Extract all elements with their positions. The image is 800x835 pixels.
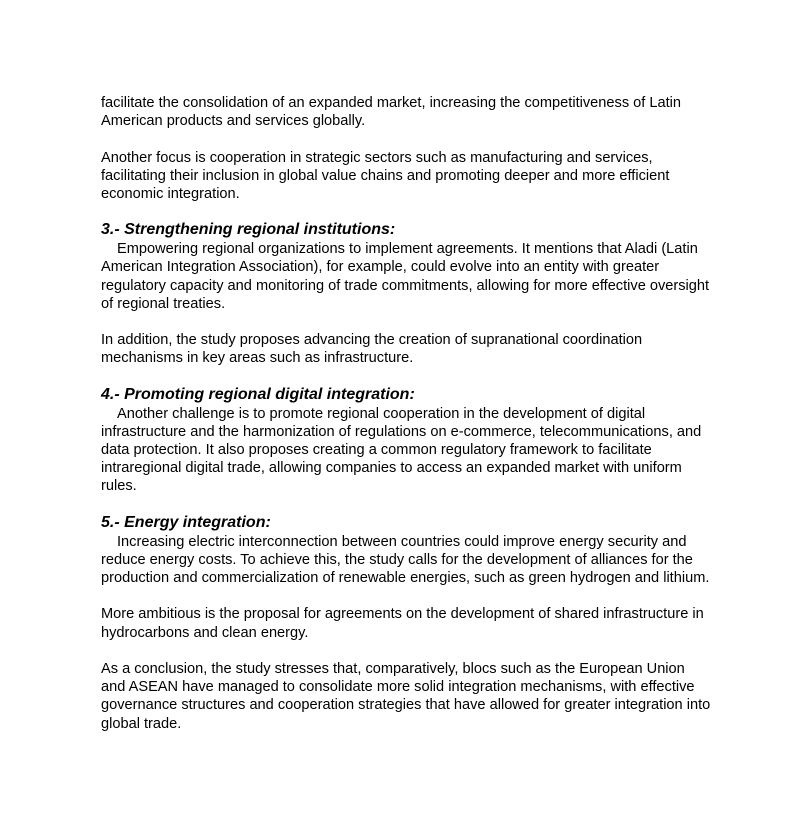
paragraph-gap xyxy=(101,203,711,221)
section-heading-energy: 5.- Energy integration: xyxy=(101,513,271,531)
paragraph-shared-infrastructure: More ambitious is the proposal for agreements on the development of shared infrastructure in hydrocarbons and clean energy. xyxy=(101,606,704,641)
paragraph-strategic-sectors: Another focus is cooperation in strategic sectors such as manufacturing and services, facilitating their inclusion in global value chains and promoting deeper and more efficient economic integration. xyxy=(101,149,670,202)
section-heading-digital: 4.- Promoting regional digital integration: xyxy=(101,385,415,403)
document-body xyxy=(101,94,711,733)
section-heading-institutions: 3.- Strengthening regional institutions: xyxy=(101,221,396,239)
paragraph-gap xyxy=(101,313,711,331)
paragraph-gap xyxy=(101,587,711,605)
paragraph-gap xyxy=(101,642,711,660)
paragraph-gap xyxy=(101,130,711,148)
paragraph-intro-continuation: facilitate the consolidation of an expanded market, increasing the competitiveness of Latin American products and services globally. xyxy=(101,95,682,130)
paragraph-supranational: In addition, the study proposes advancing the creation of supranational coordination mechanisms in key areas such as infrastructure. xyxy=(101,332,643,367)
paragraph-conclusion: As a conclusion, the study stresses that, comparatively, blocs such as the European Union and ASEAN have managed to consolidate more solid integration mechanisms, with effective governance structures and cooperation strategies that have allowed for greater integration into global trade. xyxy=(101,660,711,732)
paragraph-gap xyxy=(101,496,711,514)
paragraph-digital: Another challenge is to promote regional cooperation in the development of digital infrastructure and the harmonization of regulations on e-commerce, telecommunications, and data protection. It also proposes creating a common regulatory framework to facilitate intraregional digital trade, allowing companies to access an expanded market with uniform rules. xyxy=(101,405,702,495)
paragraph-energy: Increasing electric interconnection between countries could improve energy security and reduce energy costs. To achieve this, the study calls for the development of alliances for the production and commercialization of renewable energies, such as green hydrogen and lithium. xyxy=(101,533,710,586)
paragraph-gap xyxy=(101,368,711,386)
paragraph-institutions: Empowering regional organizations to implement agreements. It mentions that Aladi (Latin American Integration Association), for example, could evolve into an entity with greater regulatory capacity and monitoring of trade commitments, allowing for more effective oversight of regional treaties. xyxy=(101,241,710,312)
